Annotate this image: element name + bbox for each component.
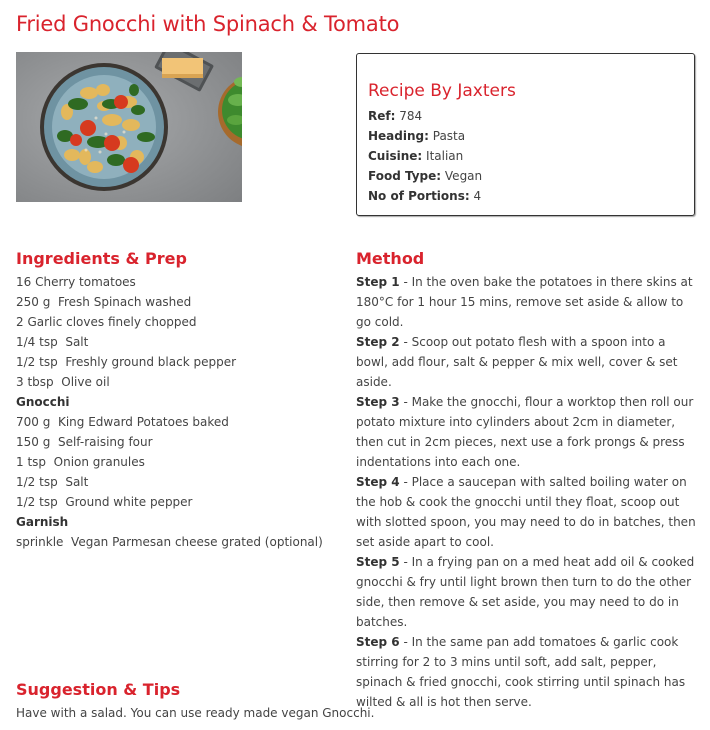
method-step bbox=[356, 472, 701, 552]
info-value: Vegan bbox=[444, 169, 483, 183]
ingredient-item: 2 Garlic cloves finely chopped bbox=[16, 315, 197, 329]
ingredient-item: 700 g King Edward Potatoes baked bbox=[16, 415, 229, 429]
method-step bbox=[356, 272, 701, 332]
ingredient-item: 3 tbsp Olive oil bbox=[16, 375, 110, 389]
ingredient-item: 1/2 tsp Salt bbox=[16, 475, 89, 489]
method-section bbox=[356, 249, 701, 712]
info-label: Food Type: bbox=[368, 169, 442, 183]
page-title: Fried Gnocchi with Spinach & Tomato bbox=[16, 12, 400, 36]
tips-heading: Suggestion & Tips bbox=[16, 680, 181, 699]
recipe-author-heading: Recipe By Jaxters bbox=[368, 81, 516, 101]
ingredient-item: 16 Cherry tomatoes bbox=[16, 275, 136, 289]
ingredient-item: 1/2 tsp Freshly ground black pepper bbox=[16, 355, 237, 369]
step-text: - In the oven bake the potatoes in there skins at 180°C for 1 hour 15 mins, remove set aside & allow to go cold. bbox=[356, 275, 693, 329]
info-value: 784 bbox=[399, 109, 423, 123]
step-text: - Make the gnocchi, flour a worktop then roll our potato mixture into cylinders about 2cm in diameter, then cut in 2cm pieces, next use a fork prongs & press indentations into each one. bbox=[356, 395, 694, 469]
tip-text: Have with a salad. You can use ready made vegan Gnocchi. bbox=[16, 706, 375, 720]
tips-section bbox=[16, 680, 696, 723]
step-text: - In the same pan add tomatoes & garlic cook stirring for 2 to 3 mins until soft, add salt, pepper, spinach & fried gnocchi, cook stirring until spinach has wilted & all is hot then serve. bbox=[356, 635, 686, 709]
info-label: No of Portions: bbox=[368, 189, 470, 203]
step-label: Step 6 bbox=[356, 635, 400, 649]
ingredients-section bbox=[16, 249, 336, 552]
step-label: Step 2 bbox=[356, 335, 400, 349]
recipe-info-box bbox=[356, 53, 695, 216]
method-heading: Method bbox=[356, 249, 425, 268]
ingredient-subheading: Garnish bbox=[16, 515, 69, 529]
ingredient-item: sprinkle Vegan Parmesan cheese grated (optional) bbox=[16, 535, 323, 549]
info-value: 4 bbox=[473, 189, 482, 203]
step-text: - Place a saucepan with salted boiling water on the hob & cook the gnocchi until they float, scoop out with slotted spoon, you may need to do in batches, then set aside apart to cool. bbox=[356, 475, 696, 549]
info-label: Ref: bbox=[368, 109, 396, 123]
step-text: - Scoop out potato flesh with a spoon into a bowl, add flour, salt & pepper & mix well, cover & set aside. bbox=[356, 335, 678, 389]
step-label: Step 5 bbox=[356, 555, 400, 569]
ingredient-item: 1/4 tsp Salt bbox=[16, 335, 89, 349]
method-step bbox=[356, 392, 701, 472]
ingredient-subheading: Gnocchi bbox=[16, 395, 70, 409]
info-value: Italian bbox=[426, 149, 464, 163]
info-label: Cuisine: bbox=[368, 149, 423, 163]
info-row-ref bbox=[368, 106, 683, 126]
info-row-food-type bbox=[368, 166, 683, 186]
info-row-portions bbox=[368, 186, 683, 206]
ingredients-heading: Ingredients & Prep bbox=[16, 249, 187, 268]
step-label: Step 4 bbox=[356, 475, 400, 489]
ingredient-item: 250 g Fresh Spinach washed bbox=[16, 295, 192, 309]
info-row-cuisine bbox=[368, 146, 683, 166]
step-label: Step 3 bbox=[356, 395, 400, 409]
method-step bbox=[356, 552, 701, 632]
ingredient-item: 1 tsp Onion granules bbox=[16, 455, 145, 469]
step-text: - In a frying pan on a med heat add oil & cooked gnocchi & fry until light brown then turn to do the other side, then remove & set aside, you may need to do in batches. bbox=[356, 555, 695, 629]
info-value: Pasta bbox=[432, 129, 466, 143]
method-step bbox=[356, 332, 701, 392]
ingredient-item: 1/2 tsp Ground white pepper bbox=[16, 495, 193, 509]
recipe-image bbox=[16, 52, 242, 202]
step-label: Step 1 bbox=[356, 275, 400, 289]
info-label: Heading: bbox=[368, 129, 429, 143]
ingredient-item: 150 g Self-raising four bbox=[16, 435, 153, 449]
info-row-heading bbox=[368, 126, 683, 146]
